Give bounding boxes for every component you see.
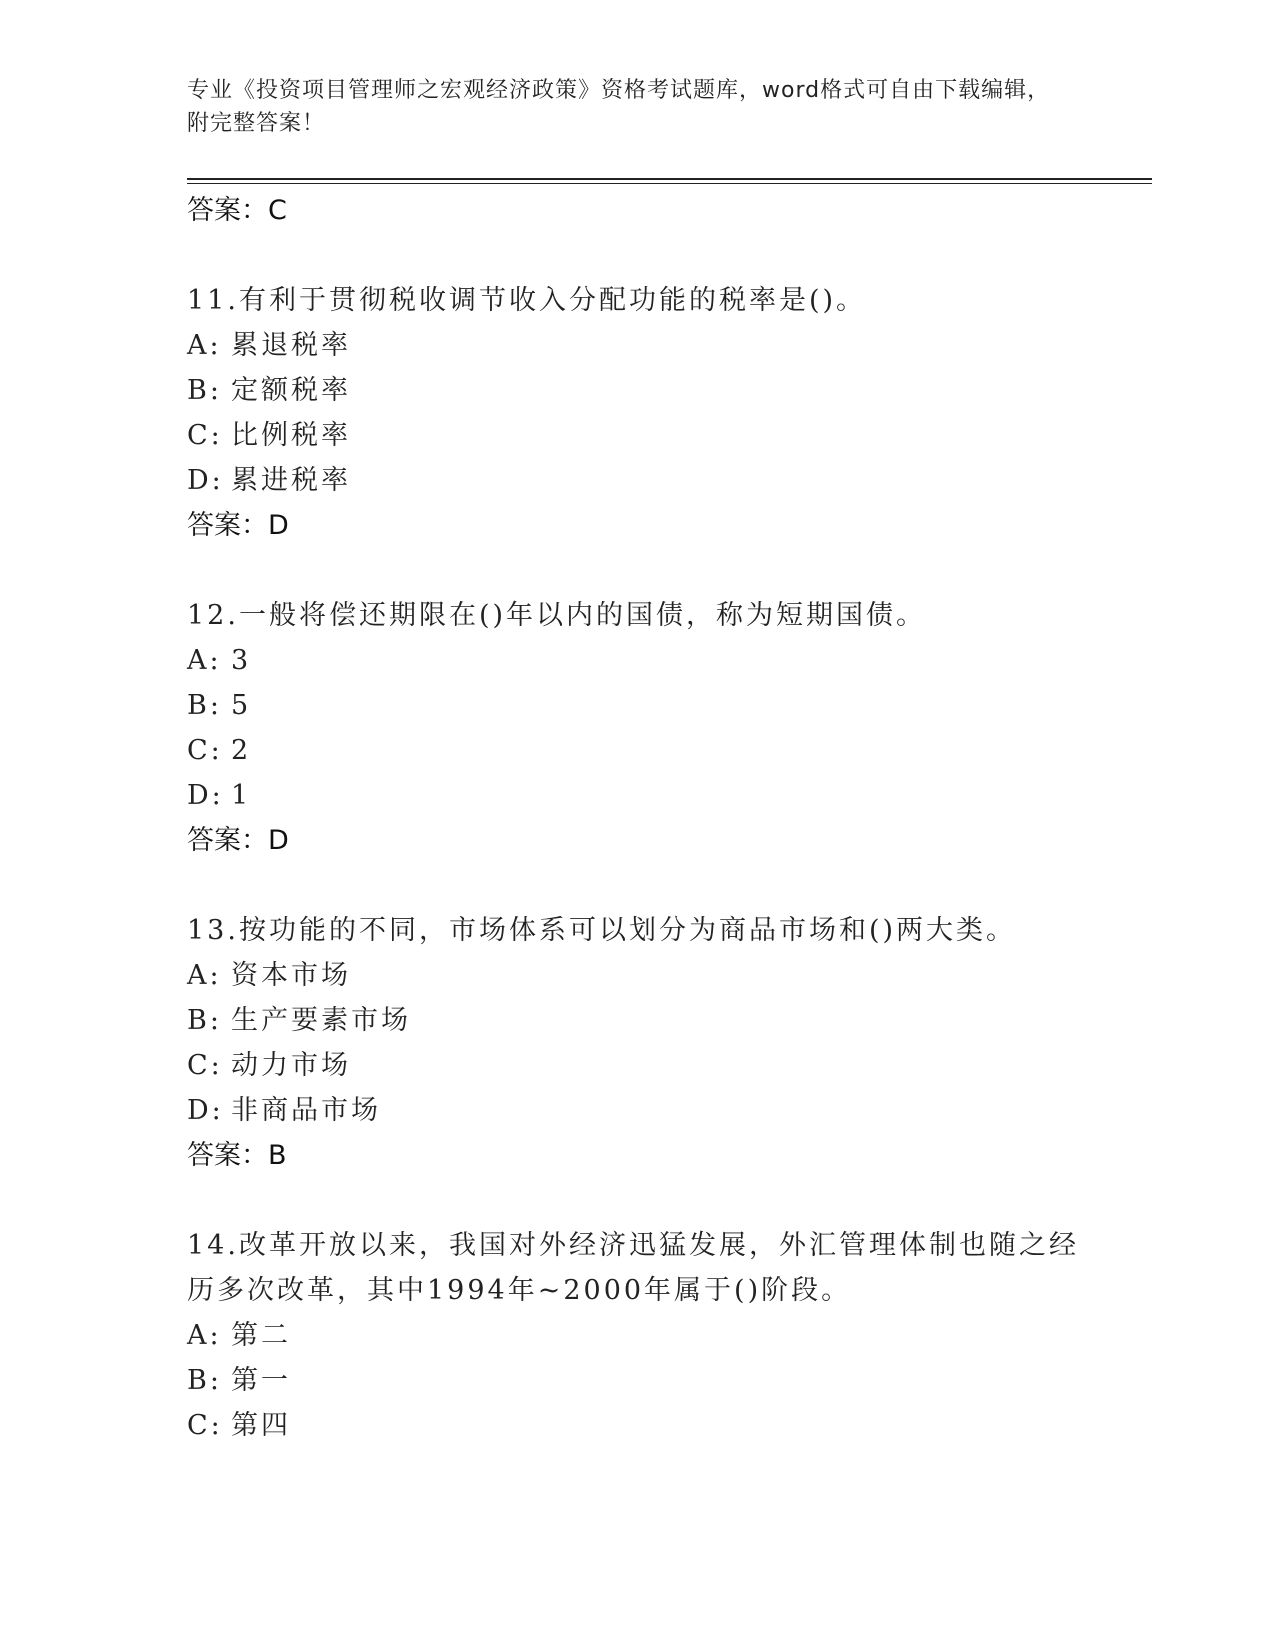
option-text: 第四 (231, 1410, 291, 1441)
option-letter: B: (187, 1365, 222, 1396)
option-d (187, 458, 1087, 503)
option-c (187, 413, 1087, 458)
option-d (187, 1088, 1087, 1133)
option-letter: C: (187, 1050, 223, 1081)
option-text: 第二 (231, 1320, 291, 1351)
option-letter: B: (187, 1005, 222, 1036)
option-letter: D: (187, 465, 224, 496)
answer-line: 答案：B (187, 1140, 287, 1171)
spacer (187, 1179, 1087, 1223)
option-letter: B: (187, 375, 222, 406)
option-text: 累退税率 (231, 330, 351, 361)
option-c (187, 728, 1087, 773)
question-stem: 14.改革开放以来，我国对外经济迅猛发展，外汇管理体制也随之经历多次改革，其中1994年~2000年属于()阶段。 (187, 1230, 1079, 1306)
option-c (187, 1043, 1087, 1088)
spacer (187, 234, 1087, 278)
header-divider-thin (187, 183, 1152, 184)
option-letter: C: (187, 420, 223, 451)
option-b (187, 1358, 1087, 1403)
option-c (187, 1403, 1087, 1448)
option-text: 非商品市场 (231, 1095, 381, 1126)
option-letter: C: (187, 1410, 223, 1441)
spacer (187, 864, 1087, 908)
option-letter: A: (187, 645, 222, 676)
spacer (187, 549, 1087, 593)
question-stem: 11.有利于贯彻税收调节收入分配功能的税率是()。 (187, 285, 867, 316)
answer-line: 答案：C (187, 195, 287, 226)
option-text: 生产要素市场 (231, 1005, 411, 1036)
document-header: 专业《投资项目管理师之宏观经济政策》资格考试题库，word格式可自由下载编辑，附完整答案！ (187, 78, 1051, 136)
option-letter: D: (187, 780, 224, 811)
option-d (187, 773, 1087, 818)
question-stem: 13.按功能的不同，市场体系可以划分为商品市场和()两大类。 (187, 915, 1017, 946)
option-text: 比例税率 (231, 420, 351, 451)
answer-line: 答案：D (187, 510, 289, 541)
option-a (187, 1313, 1087, 1358)
option-text: 1 (231, 780, 252, 811)
answer-line: 答案：D (187, 825, 289, 856)
option-b (187, 368, 1087, 413)
option-a (187, 638, 1087, 683)
option-text: 5 (231, 690, 252, 721)
option-b (187, 683, 1087, 728)
option-text: 2 (231, 735, 252, 766)
option-text: 第一 (231, 1365, 291, 1396)
option-letter: B: (187, 690, 222, 721)
option-a (187, 953, 1087, 998)
option-text: 资本市场 (231, 960, 351, 991)
option-letter: D: (187, 1095, 224, 1126)
question-stem: 12.一般将偿还期限在()年以内的国债，称为短期国债。 (187, 600, 927, 631)
option-letter: A: (187, 1320, 222, 1351)
option-text: 定额税率 (231, 375, 351, 406)
option-text: 累进税率 (231, 465, 351, 496)
option-text: 3 (231, 645, 252, 676)
option-a (187, 323, 1087, 368)
question-list (187, 188, 1087, 1448)
option-text: 动力市场 (231, 1050, 351, 1081)
option-b (187, 998, 1087, 1043)
header-divider (187, 178, 1152, 180)
option-letter: A: (187, 330, 222, 361)
option-letter: A: (187, 960, 222, 991)
option-letter: C: (187, 735, 223, 766)
